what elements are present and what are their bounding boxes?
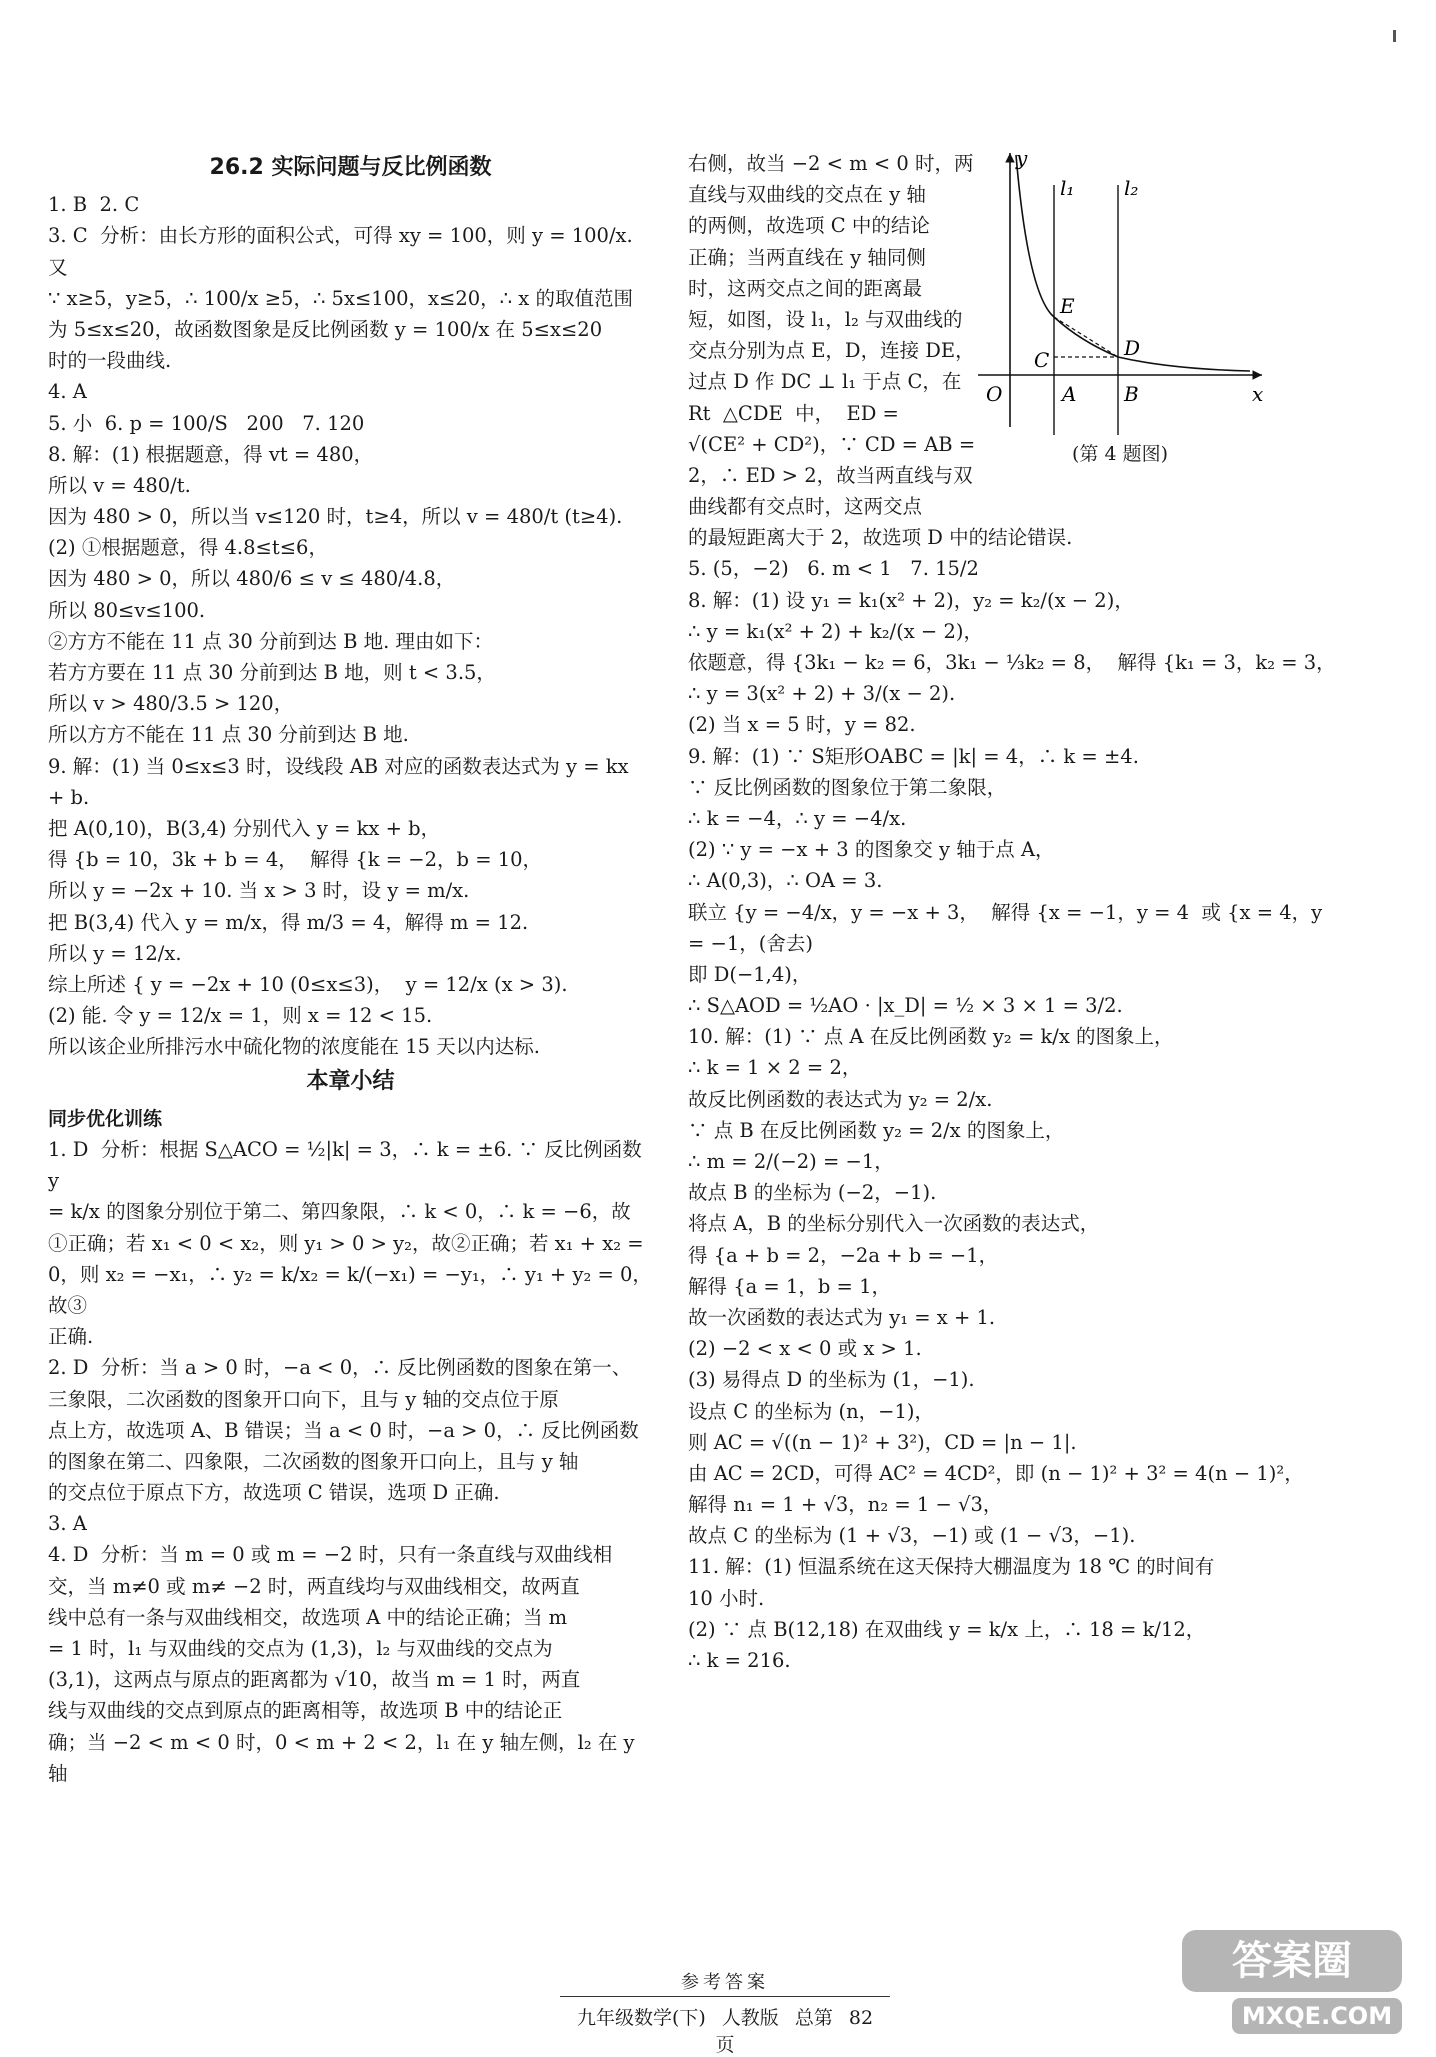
watermark-text-top: 答案圈 <box>1182 1930 1402 1992</box>
answer-line: ②方方不能在 11 点 30 分前到达 B 地. 理由如下： <box>48 629 494 653</box>
hyperbola-diagram <box>970 145 1270 435</box>
right-answers-block <box>688 522 1338 1676</box>
answer-line: (3,1)，这两点与原点的距离都为 √10，故当 m = 1 时，两直 <box>48 1668 581 1692</box>
answer-line: 把 B(3,4) 代入 y = m/x，得 m/3 = 4，解得 m = 12. <box>48 910 529 934</box>
page-footer <box>560 1968 890 2057</box>
answer-line: ∵ x≥5，y≥5，∴ 100/x ≥5，∴ 5x≤100，x≤20，∴ x 的取值范围 <box>48 286 633 310</box>
answer-line: Rt △CDE 中， ED = <box>688 401 899 425</box>
answer-line: 2，∴ ED > 2，故当两直线与双 <box>688 463 973 487</box>
footer-title: 参考答案 <box>560 1968 890 1997</box>
answer-line: 3. C 分析：由长方形的面积公式，可得 xy = 100，则 y = 100/x. 又 <box>48 224 639 279</box>
label-origin: O <box>986 382 1003 406</box>
label-l2: l₂ <box>1124 176 1139 200</box>
answer-line: 交点分别为点 E，D，连接 DE， <box>688 339 975 363</box>
answer-line: ∵ 反比例函数的图象位于第二象限， <box>688 775 1007 799</box>
answer-line: ∵ 点 B 在反比例函数 y₂ = 2/x 的图象上， <box>688 1118 1065 1142</box>
figure-caption: (第 4 题图) <box>1072 443 1168 465</box>
answer-line: 直线与双曲线的交点在 y 轴 <box>688 183 926 207</box>
answer-line: 得 {a + b = 2，−2a + b = −1， <box>688 1243 999 1267</box>
answer-line: ①正确；若 x₁ < 0 < x₂，则 y₁ > 0 > y₂，故②正确；若 x₁ + x₂ = <box>48 1231 644 1255</box>
answer-line: 为 5≤x≤20，故函数图象是反比例函数 y = 100/x 在 5≤x≤20 <box>48 317 603 341</box>
answer-line: 所以 v > 480/3.5 > 120， <box>48 692 294 716</box>
answer-line: 1. B 2. C <box>48 193 140 217</box>
left-answers-block-b <box>48 1134 653 1789</box>
answer-line: ∴ k = 1 × 2 = 2， <box>688 1056 862 1080</box>
answer-line: 所以该企业所排污水中硫化物的浓度能在 15 天以内达标. <box>48 1035 540 1059</box>
answer-line: 所以 y = −2x + 10. 当 x > 3 时，设 y = m/x. <box>48 879 470 903</box>
answer-line: 曲线都有交点时，这两交点 <box>688 495 923 519</box>
answer-line: ∴ k = −4，∴ y = −4/x. <box>688 806 907 830</box>
answer-line: 10 小时. <box>688 1586 765 1610</box>
answer-line: 依题意，得 {3k₁ − k₂ = 6，3k₁ − ⅓k₂ = 8， 解得 {k₁ = 3，k₂ = 3， <box>688 651 1336 674</box>
answer-line: 9. 解：(1) ∵ S矩形OABC = |k| = 4，∴ k = ±4. <box>688 744 1139 768</box>
answer-line: ∴ S△AOD = ½AO · |x_D| = ½ × 3 × 1 = 3/2. <box>688 994 1123 1018</box>
label-y: y <box>1016 146 1028 170</box>
answer-line: 的交点位于原点下方，故选项 C 错误，选项 D 正确. <box>48 1481 500 1505</box>
label-a: A <box>1062 382 1077 406</box>
problem-4-figure <box>970 145 1270 470</box>
answer-line: 解得 {a = 1，b = 1， <box>688 1274 891 1298</box>
answer-line: (2) ①根据题意，得 4.8≤t≤6， <box>48 536 328 560</box>
answer-line: 故一次函数的表达式为 y₁ = x + 1. <box>688 1305 996 1329</box>
answer-line: + b. <box>48 785 90 809</box>
answer-line: 短，如图，设 l₁，l₂ 与双曲线的 <box>688 307 963 331</box>
page-corner-mark <box>1393 30 1396 42</box>
answer-line: 因为 480 > 0，所以当 v≤120 时，t≥4，所以 v = 480/t (t≥4). <box>48 505 623 529</box>
answer-line: 时的一段曲线. <box>48 349 172 373</box>
label-c: C <box>1034 348 1050 372</box>
answer-line: 10. 解：(1) ∵ 点 A 在反比例函数 y₂ = k/x 的图象上， <box>688 1025 1174 1049</box>
answer-line: 则 AC = √((n − 1)² + 3²)，CD = |n − 1|. <box>688 1430 1077 1454</box>
answer-line: (2) −2 < x < 0 或 x > 1. <box>688 1337 922 1361</box>
answer-line: ∴ A(0,3)，∴ OA = 3. <box>688 869 883 893</box>
segment-de <box>1054 317 1118 357</box>
answer-line: 4. D 分析：当 m = 0 或 m = −2 时，只有一条直线与双曲线相 <box>48 1543 613 1567</box>
answer-line: 若方方要在 11 点 30 分前到达 B 地，则 t < 3.5， <box>48 661 496 684</box>
answer-line: = k/x 的图象分别位于第二、第四象限，∴ k < 0，∴ k = −6，故 <box>48 1200 631 1224</box>
answer-line: ∴ m = 2/(−2) = −1， <box>688 1150 894 1173</box>
answer-line: 所以方方不能在 11 点 30 分前到达 B 地. <box>48 723 409 747</box>
answer-line: (2) ∵ y = −x + 3 的图象交 y 轴于点 A， <box>688 838 1055 862</box>
answer-line: (2) 当 x = 5 时，y = 82. <box>688 713 916 737</box>
answer-line: 将点 A，B 的坐标分别代入一次函数的表达式， <box>688 1212 1100 1236</box>
answer-line: (2) 能. 令 y = 12/x = 1，则 x = 12 < 15. <box>48 1004 433 1028</box>
subsection-title: 同步优化训练 <box>48 1107 163 1130</box>
answer-line: √(CE² + CD²)，∵ CD = AB = <box>688 432 976 456</box>
answer-line: 8. 解：(1) 设 y₁ = k₁(x² + 2)，y₂ = k₂/(x − 2)， <box>688 588 1134 612</box>
answer-line: ∴ k = 216. <box>688 1649 791 1672</box>
answer-line: (3) 易得点 D 的坐标为 (1，−1). <box>688 1368 975 1392</box>
answer-line: 1. D 分析：根据 S△ACO = ½|k| = 3，∴ k = ±6. ∵ 反比例函数 y <box>48 1138 648 1193</box>
label-x: x <box>1252 382 1264 406</box>
answer-line: ∴ y = 3(x² + 2) + 3/(x − 2). <box>688 682 956 706</box>
answer-line: ∴ y = k₁(x² + 2) + k₂/(x − 2)， <box>688 619 983 643</box>
left-column <box>48 148 653 1789</box>
watermark-logo <box>1172 1930 1412 2040</box>
label-b: B <box>1124 382 1139 406</box>
answer-line: 所以 v = 480/t. <box>48 473 191 497</box>
chapter-summary-title: 本章小结 <box>306 1069 395 1095</box>
answer-line: (2) ∵ 点 B(12,18) 在双曲线 y = k/x 上，∴ 18 = k/12， <box>688 1617 1206 1641</box>
answer-line: 故点 B 的坐标为 (−2，−1). <box>688 1181 937 1205</box>
answer-line: 4. A <box>48 380 87 404</box>
answer-line: 0，则 x₂ = −x₁，∴ y₂ = k/x₂ = k/(−x₁) = −y₁，∴ y₁ + y₂ = 0，故③ <box>48 1262 652 1317</box>
answer-line: 即 D(−1,4)， <box>688 962 812 986</box>
answer-line: 三象限，二次函数的图象开口向下，且与 y 轴的交点位于原 <box>48 1387 559 1411</box>
label-d: D <box>1124 336 1141 360</box>
answer-line: 由 AC = 2CD，可得 AC² = 4CD²，即 (n − 1)² + 3² = 4(n − 1)²， <box>688 1461 1304 1485</box>
answer-line: 所以 80≤v≤100. <box>48 598 206 622</box>
answer-line: 时，这两交点之间的距离最 <box>688 276 923 300</box>
answer-line: 正确. <box>48 1325 94 1349</box>
right-top-text <box>688 148 988 522</box>
watermark-text-bottom: MXQE.COM <box>1232 1998 1402 2034</box>
answer-line: 右侧，故当 −2 < m < 0 时，两 <box>688 152 974 175</box>
answer-line: 把 A(0,10)，B(3,4) 分别代入 y = kx + b， <box>48 816 441 840</box>
answer-line: 的两侧，故选项 C 中的结论 <box>688 214 930 238</box>
answer-line: 线与双曲线的交点到原点的距离相等，故选项 B 中的结论正 <box>48 1699 563 1723</box>
answer-line: 得 {b = 10，3k + b = 4， 解得 {k = −2，b = 10， <box>48 848 543 872</box>
answer-line: 的图象在第二、四象限，二次函数的图象开口向上，且与 y 轴 <box>48 1449 579 1473</box>
answer-line: 故反比例函数的表达式为 y₂ = 2/x. <box>688 1087 993 1111</box>
answer-line: 的最短距离大于 2，故选项 D 中的结论错误. <box>688 526 1073 550</box>
answer-line: 故点 C 的坐标为 (1 + √3，−1) 或 (1 − √3，−1). <box>688 1524 1136 1548</box>
label-e: E <box>1060 294 1075 318</box>
answer-line: 解得 n₁ = 1 + √3，n₂ = 1 − √3， <box>688 1493 1003 1517</box>
footer-page-info: 九年级数学(下) 人教版 总第 82 页 <box>576 2007 874 2056</box>
answer-line: 11. 解：(1) 恒温系统在这天保持大棚温度为 18 ℃ 的时间有 <box>688 1555 1215 1579</box>
answer-line: 交，当 m≠0 或 m≠ −2 时，两直线均与双曲线相交，故两直 <box>48 1574 580 1598</box>
answer-line: 9. 解：(1) 当 0≤x≤3 时，设线段 AB 对应的函数表达式为 y = kx <box>48 754 629 778</box>
answer-line: 正确；当两直线在 y 轴同侧 <box>688 245 926 269</box>
answer-line: 因为 480 > 0，所以 480/6 ≤ v ≤ 480/4.8， <box>48 567 456 591</box>
section-title: 26.2 实际问题与反比例函数 <box>209 155 492 180</box>
answer-line: 5. (5，−2) 6. m < 1 7. 15/2 <box>688 557 979 581</box>
answer-line: 设点 C 的坐标为 (n，−1)， <box>688 1399 935 1423</box>
left-answers-block-a <box>48 189 653 1062</box>
answer-line: 2. D 分析：当 a > 0 时，−a < 0，∴ 反比例函数的图象在第一、 <box>48 1356 632 1380</box>
answer-line: 8. 解：(1) 根据题意，得 vt = 480， <box>48 442 374 466</box>
answer-line: 联立 {y = −4/x，y = −x + 3， 解得 {x = −1，y = 4 或 {x = 4，y = −1，(舍去) <box>688 900 1329 955</box>
answer-line: 所以 y = 12/x. <box>48 941 182 965</box>
answer-line: 过点 D 作 DC ⊥ l₁ 于点 C，在 <box>688 370 962 394</box>
answer-line: 确；当 −2 < m < 0 时，0 < m + 2 < 2，l₁ 在 y 轴左侧，l₂ 在 y 轴 <box>48 1730 641 1785</box>
answer-line: 点上方，故选项 A、B 错误；当 a < 0 时，−a > 0，∴ 反比例函数 <box>48 1418 639 1442</box>
answer-line: 线中总有一条与双曲线相交，故选项 A 中的结论正确；当 m <box>48 1605 568 1629</box>
answer-line: 综上所述 { y = −2x + 10 (0≤x≤3)， y = 12/x (x > 3). <box>48 972 568 996</box>
answer-line: 5. 小 6. p = 100/S 200 7. 120 <box>48 411 365 435</box>
answer-line: = 1 时，l₁ 与双曲线的交点为 (1,3)，l₂ 与双曲线的交点为 <box>48 1637 553 1661</box>
label-l1: l₁ <box>1060 176 1075 200</box>
answer-line: 3. A <box>48 1512 87 1536</box>
